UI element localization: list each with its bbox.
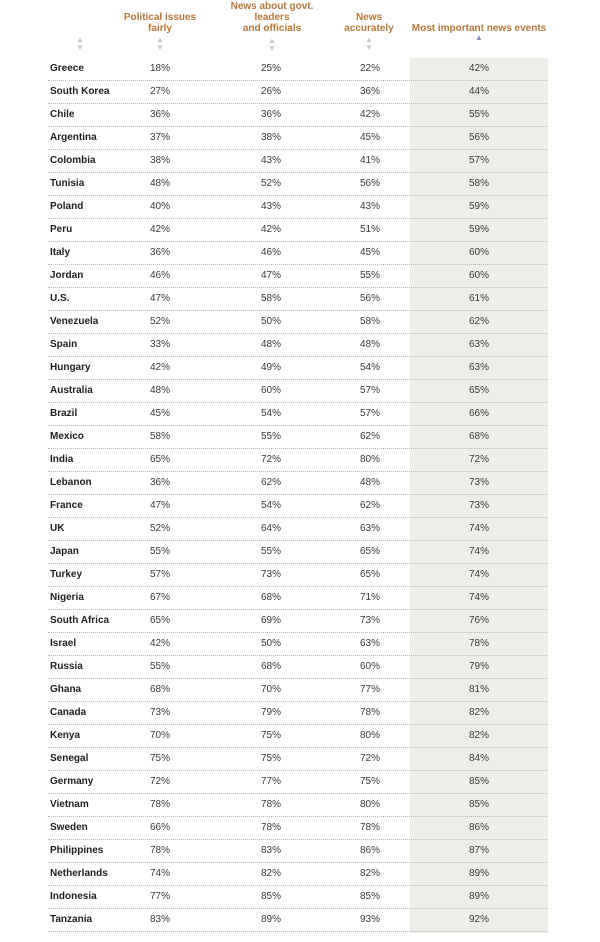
value-cell-col-3: 45% [359, 247, 380, 258]
value-cell-col-4: 81% [468, 684, 489, 695]
value-cell-col-3: 54% [359, 362, 380, 373]
value-cell-col-1: 83% [149, 914, 170, 925]
value-cell-col-4: 59% [468, 201, 489, 212]
value-cell-col-3: 80% [359, 730, 380, 741]
country-name: Lebanon [50, 477, 92, 488]
value-cell-col-3: 77% [359, 684, 380, 695]
value-cell-col-2: 50% [260, 638, 281, 649]
value-cell-col-3: 56% [359, 293, 380, 304]
table-row [48, 242, 548, 265]
value-cell-col-4: 78% [468, 638, 489, 649]
value-cell-col-1: 55% [149, 546, 170, 557]
value-cell-col-2: 47% [260, 270, 281, 281]
table-row [48, 817, 548, 840]
value-cell-col-4: 85% [468, 799, 489, 810]
value-cell-col-2: 78% [260, 799, 281, 810]
value-cell-col-2: 48% [260, 339, 281, 350]
value-cell-col-2: 69% [260, 615, 281, 626]
value-cell-col-1: 72% [149, 776, 170, 787]
value-cell-col-4: 60% [468, 270, 489, 281]
value-cell-col-1: 78% [149, 845, 170, 856]
value-cell-col-4: 63% [468, 362, 489, 373]
value-cell-col-3: 48% [359, 477, 380, 488]
sort-fairly-icon[interactable]: ▲ ▼ [156, 35, 164, 52]
value-cell-col-4: 92% [468, 914, 489, 925]
value-cell-col-3: 86% [359, 845, 380, 856]
value-cell-col-3: 63% [359, 638, 380, 649]
table-row [48, 679, 548, 702]
table-row [48, 81, 548, 104]
value-cell-col-3: 82% [359, 868, 380, 879]
value-cell-col-1: 57% [149, 569, 170, 580]
value-cell-col-1: 36% [149, 477, 170, 488]
country-name: Canada [50, 707, 87, 718]
table-row [48, 150, 548, 173]
value-cell-col-1: 55% [149, 661, 170, 672]
value-cell-col-4: 85% [468, 776, 489, 787]
value-cell-col-2: 75% [260, 730, 281, 741]
sort-important-icon[interactable]: ▲ [475, 33, 483, 42]
value-cell-col-2: 36% [260, 109, 281, 120]
value-cell-col-1: 27% [149, 86, 170, 97]
value-cell-col-2: 89% [260, 914, 281, 925]
value-cell-col-1: 58% [149, 431, 170, 442]
value-cell-col-2: 62% [260, 477, 281, 488]
value-cell-col-4: 60% [468, 247, 489, 258]
value-cell-col-4: 73% [468, 477, 489, 488]
value-cell-col-1: 65% [149, 454, 170, 465]
table-row [48, 748, 548, 771]
value-cell-col-3: 36% [359, 86, 380, 97]
value-cell-col-1: 78% [149, 799, 170, 810]
value-cell-col-3: 71% [359, 592, 380, 603]
value-cell-col-2: 55% [260, 431, 281, 442]
country-name: Hungary [50, 362, 91, 373]
value-cell-col-4: 89% [468, 891, 489, 902]
value-cell-col-1: 75% [149, 753, 170, 764]
country-name: Tanzania [50, 914, 93, 925]
country-name: Argentina [50, 132, 97, 143]
table-row [48, 311, 548, 334]
value-cell-col-1: 37% [149, 132, 170, 143]
country-name: Australia [50, 385, 93, 396]
value-cell-col-3: 56% [359, 178, 380, 189]
country-name: Germany [50, 776, 94, 787]
value-cell-col-4: 55% [468, 109, 489, 120]
value-cell-col-1: 48% [149, 385, 170, 396]
sort-accurately-icon[interactable]: ▲ ▼ [365, 35, 373, 52]
value-cell-col-2: 25% [260, 63, 281, 74]
column-header-label: Political issues fairly [123, 12, 197, 34]
country-name: Israel [50, 638, 77, 649]
value-cell-col-2: 77% [260, 776, 281, 787]
value-cell-col-3: 48% [359, 339, 380, 350]
country-name: Turkey [50, 569, 83, 580]
value-cell-col-3: 73% [359, 615, 380, 626]
value-cell-col-1: 47% [149, 500, 170, 511]
value-cell-col-2: 64% [260, 523, 281, 534]
value-cell-col-2: 85% [260, 891, 281, 902]
country-name: Netherlands [50, 868, 108, 879]
value-cell-col-2: 50% [260, 316, 281, 327]
value-cell-col-2: 75% [260, 753, 281, 764]
table-row [48, 725, 548, 748]
table-row [48, 518, 548, 541]
value-cell-col-3: 78% [359, 822, 380, 833]
value-cell-col-3: 65% [359, 546, 380, 557]
value-cell-col-2: 82% [260, 868, 281, 879]
table-row [48, 288, 548, 311]
value-cell-col-2: 52% [260, 178, 281, 189]
country-name: Vietnam [50, 799, 89, 810]
country-name: Colombia [50, 155, 96, 166]
value-cell-col-2: 78% [260, 822, 281, 833]
value-cell-col-2: 26% [260, 86, 281, 97]
country-name: UK [50, 523, 65, 534]
value-cell-col-1: 38% [149, 155, 170, 166]
table-row [48, 357, 548, 380]
table-row [48, 472, 548, 495]
value-cell-col-4: 61% [468, 293, 489, 304]
country-name: Peru [50, 224, 73, 235]
table-row [48, 173, 548, 196]
table-row [48, 587, 548, 610]
table-row [48, 196, 548, 219]
value-cell-col-2: 49% [260, 362, 281, 373]
value-cell-col-3: 65% [359, 569, 380, 580]
value-cell-col-2: 58% [260, 293, 281, 304]
value-cell-col-4: 56% [468, 132, 489, 143]
table-row [48, 219, 548, 242]
value-cell-col-1: 77% [149, 891, 170, 902]
table-row [48, 771, 548, 794]
country-name: South Korea [50, 86, 110, 97]
value-cell-col-4: 82% [468, 707, 489, 718]
value-cell-col-4: 79% [468, 661, 489, 672]
table-row [48, 403, 548, 426]
column-header-2[interactable] [216, 1, 328, 34]
value-cell-col-1: 36% [149, 109, 170, 120]
value-cell-col-4: 87% [468, 845, 489, 856]
sort-govt-icon[interactable]: ▲ ▼ [268, 36, 276, 53]
value-cell-col-2: 73% [260, 569, 281, 580]
table-row [48, 380, 548, 403]
country-name: U.S. [50, 293, 70, 304]
table-row [48, 334, 548, 357]
value-cell-col-3: 80% [359, 454, 380, 465]
value-cell-col-4: 74% [468, 523, 489, 534]
column-header-label: News about govt. leaders and officials [230, 1, 314, 34]
value-cell-col-3: 51% [359, 224, 380, 235]
value-cell-col-1: 40% [149, 201, 170, 212]
country-name: Kenya [50, 730, 81, 741]
country-name: Nigeria [50, 592, 84, 603]
value-cell-col-3: 80% [359, 799, 380, 810]
country-name: Brazil [50, 408, 78, 419]
country-name: Philippines [50, 845, 104, 856]
value-cell-col-4: 89% [468, 868, 489, 879]
country-name: Spain [50, 339, 78, 350]
value-cell-col-1: 52% [149, 523, 170, 534]
value-cell-col-1: 68% [149, 684, 170, 695]
value-cell-col-1: 48% [149, 178, 170, 189]
value-cell-col-1: 45% [149, 408, 170, 419]
value-cell-col-3: 63% [359, 523, 380, 534]
value-cell-col-3: 62% [359, 500, 380, 511]
table-row [48, 794, 548, 817]
value-cell-col-1: 73% [149, 707, 170, 718]
value-cell-col-4: 62% [468, 316, 489, 327]
value-cell-col-3: 93% [359, 914, 380, 925]
value-cell-col-4: 72% [468, 454, 489, 465]
table-row [48, 564, 548, 587]
value-cell-col-1: 52% [149, 316, 170, 327]
column-header-label: Most important news events [411, 23, 547, 34]
table-row [48, 127, 548, 150]
table-row [48, 58, 548, 81]
value-cell-col-1: 36% [149, 247, 170, 258]
value-cell-col-4: 57% [468, 155, 489, 166]
country-name: Greece [50, 63, 84, 74]
value-cell-col-1: 33% [149, 339, 170, 350]
value-cell-col-3: 43% [359, 201, 380, 212]
value-cell-col-1: 42% [149, 362, 170, 373]
value-cell-col-3: 55% [359, 270, 380, 281]
value-cell-col-3: 58% [359, 316, 380, 327]
value-cell-col-2: 70% [260, 684, 281, 695]
country-name: Chile [50, 109, 75, 120]
value-cell-col-4: 63% [468, 339, 489, 350]
country-name: Poland [50, 201, 84, 212]
value-cell-col-1: 42% [149, 638, 170, 649]
value-cell-col-4: 84% [468, 753, 489, 764]
country-name: India [50, 454, 74, 465]
value-cell-col-3: 57% [359, 408, 380, 419]
value-cell-col-1: 42% [149, 224, 170, 235]
country-name: Tunisia [50, 178, 85, 189]
country-name: Ghana [50, 684, 82, 695]
table-row [48, 495, 548, 518]
country-name: Jordan [50, 270, 84, 281]
value-cell-col-3: 42% [359, 109, 380, 120]
table-row [48, 863, 548, 886]
table-row [48, 541, 548, 564]
sort-country-icon[interactable]: ▲ ▼ [76, 35, 84, 52]
value-cell-col-3: 72% [359, 753, 380, 764]
value-cell-col-4: 74% [468, 569, 489, 580]
country-name: South Africa [50, 615, 110, 626]
country-name: Indonesia [50, 891, 97, 902]
value-cell-col-4: 59% [468, 224, 489, 235]
country-name: Italy [50, 247, 71, 258]
column-header-label: News accurately [344, 12, 394, 34]
value-cell-col-3: 57% [359, 385, 380, 396]
country-name: Russia [50, 661, 83, 672]
value-cell-col-1: 47% [149, 293, 170, 304]
value-cell-col-1: 74% [149, 868, 170, 879]
value-cell-col-3: 41% [359, 155, 380, 166]
value-cell-col-4: 74% [468, 546, 489, 557]
table-row [48, 265, 548, 288]
value-cell-col-4: 82% [468, 730, 489, 741]
table-row [48, 104, 548, 127]
table-row [48, 656, 548, 679]
value-cell-col-3: 62% [359, 431, 380, 442]
table-row [48, 633, 548, 656]
value-cell-col-2: 43% [260, 201, 281, 212]
value-cell-col-3: 22% [359, 63, 380, 74]
value-cell-col-2: 38% [260, 132, 281, 143]
table-row [48, 840, 548, 863]
value-cell-col-1: 67% [149, 592, 170, 603]
country-name: Mexico [50, 431, 84, 442]
table-row [48, 449, 548, 472]
value-cell-col-4: 66% [468, 408, 489, 419]
value-cell-col-2: 68% [260, 592, 281, 603]
value-cell-col-2: 42% [260, 224, 281, 235]
column-header-3[interactable] [338, 12, 400, 34]
value-cell-col-4: 73% [468, 500, 489, 511]
value-cell-col-2: 54% [260, 500, 281, 511]
value-cell-col-4: 74% [468, 592, 489, 603]
table-row [48, 702, 548, 725]
table-row [48, 426, 548, 449]
country-name: Sweden [50, 822, 88, 833]
value-cell-col-2: 83% [260, 845, 281, 856]
country-name: France [50, 500, 83, 511]
value-cell-col-4: 42% [468, 63, 489, 74]
country-name: Venezuela [50, 316, 99, 327]
value-cell-col-3: 78% [359, 707, 380, 718]
value-cell-col-4: 86% [468, 822, 489, 833]
table-row [48, 909, 548, 932]
value-cell-col-2: 54% [260, 408, 281, 419]
country-name: Japan [50, 546, 79, 557]
value-cell-col-2: 79% [260, 707, 281, 718]
value-cell-col-2: 60% [260, 385, 281, 396]
value-cell-col-4: 44% [468, 86, 489, 97]
value-cell-col-2: 43% [260, 155, 281, 166]
value-cell-col-3: 75% [359, 776, 380, 787]
value-cell-col-3: 85% [359, 891, 380, 902]
table-row [48, 886, 548, 909]
value-cell-col-2: 55% [260, 546, 281, 557]
country-name: Senegal [50, 753, 89, 764]
value-cell-col-4: 65% [468, 385, 489, 396]
value-cell-col-4: 58% [468, 178, 489, 189]
value-cell-col-1: 18% [149, 63, 170, 74]
value-cell-col-1: 65% [149, 615, 170, 626]
table-row [48, 610, 548, 633]
value-cell-col-3: 45% [359, 132, 380, 143]
value-cell-col-1: 46% [149, 270, 170, 281]
value-cell-col-3: 60% [359, 661, 380, 672]
value-cell-col-2: 68% [260, 661, 281, 672]
value-cell-col-2: 46% [260, 247, 281, 258]
value-cell-col-1: 66% [149, 822, 170, 833]
value-cell-col-4: 76% [468, 615, 489, 626]
value-cell-col-2: 72% [260, 454, 281, 465]
value-cell-col-1: 70% [149, 730, 170, 741]
column-header-1[interactable] [110, 12, 210, 34]
value-cell-col-4: 68% [468, 431, 489, 442]
